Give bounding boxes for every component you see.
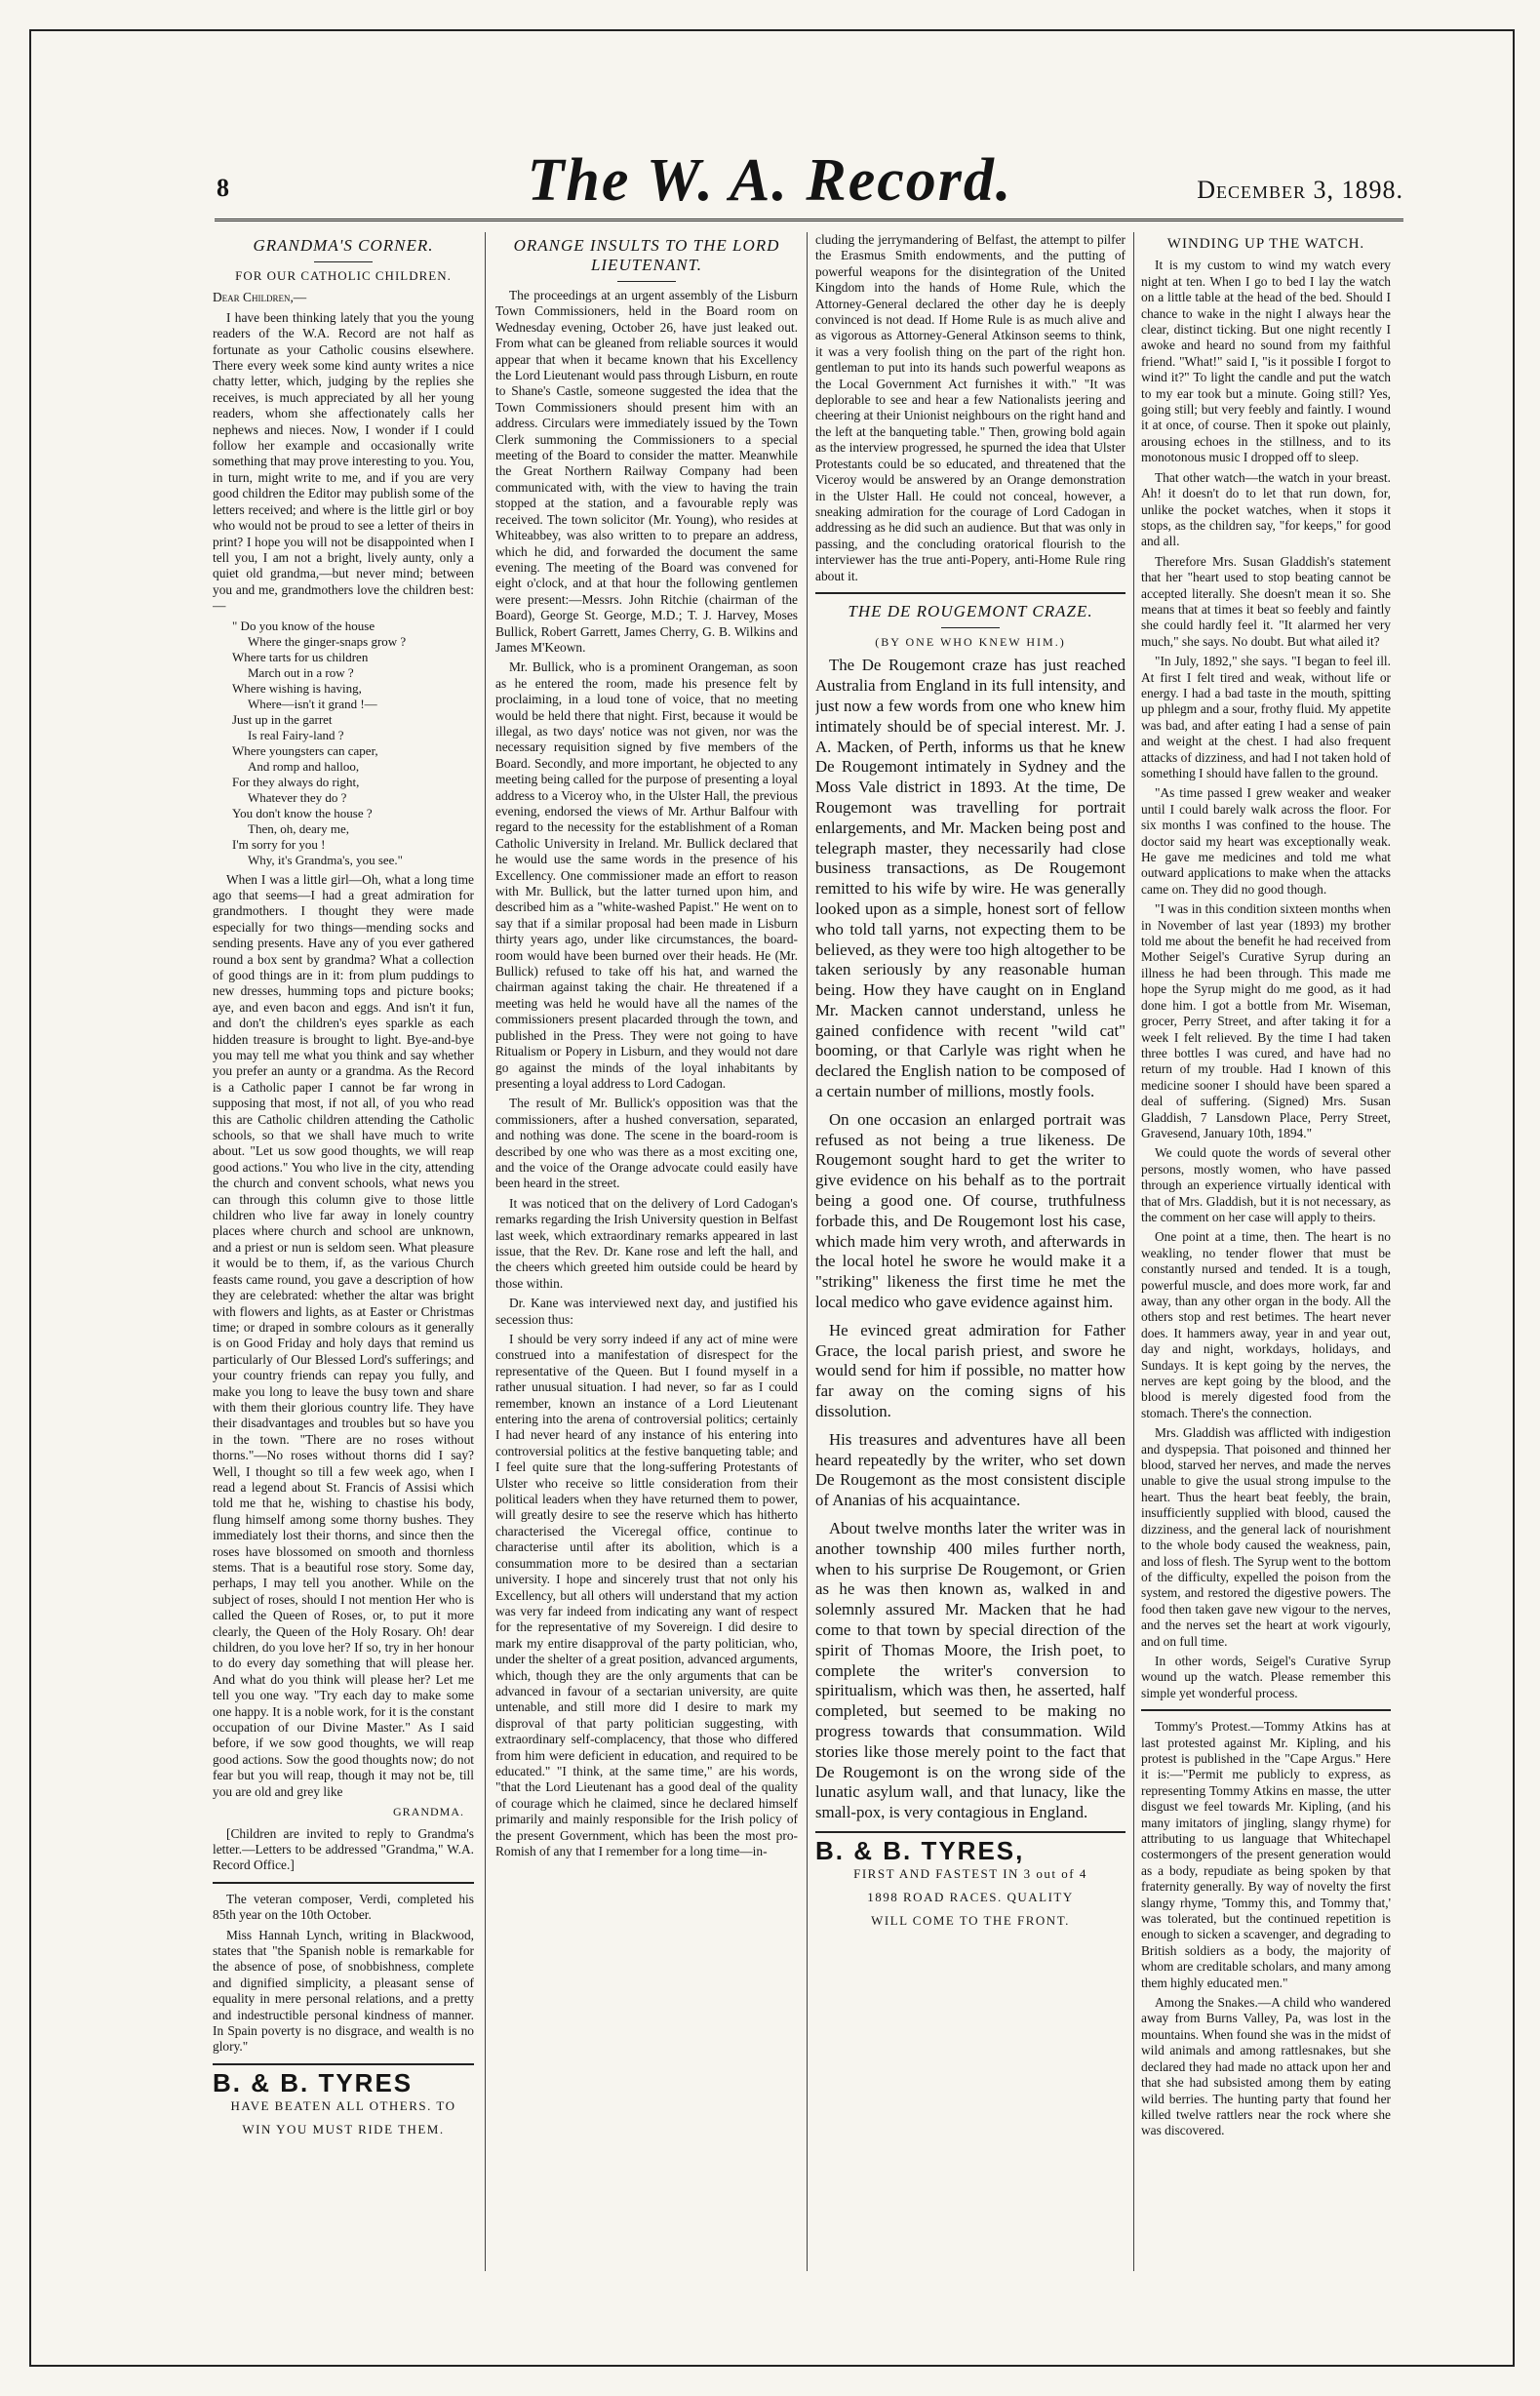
paragraph: "In July, 1892," she says. "I began to feel ill. At first I felt tired and weak, without life or energy. I had a bad taste in the mouth, spitting up phlegm and a sour, frothy fluid. My appetite was bad, and after eating I had a sense of pain and weight at the chest. I had also frequent attacks of dizziness, and had I not taken hold of something I should have fallen to the ground. [1141,654,1391,780]
paragraph: I should be very sorry indeed if any act of mine were construed into a manifestation of disrespect for the representative of the Queen. But I found myself in a rather unusual situation. I had never, so far as I could remember, known an instance of a Lord Lieutenant entering into the arena of controversial politics; certainly I had never heard of any instance of his entering into controversial politics at the festive banqueting table; and I feel quite sure that the long-suffering Protestants of Ulster who receive so little consideration from their political leaders when they have returned them to power, will greatly desire to see the reserve which has hitherto characterised the Viceregal office, continue to characterise until after its abolition, which is a consummation more to be desired than a sectarian university. I hope and sincerely trust that not only his Excellency, but all others will understand that my action was very far indeed from indicating any want of respect for the representative of my Sovereign. I did desire to mark my entire disapproval of the party politician, who, under the shelter of a great position, advanced arguments, which, though they are the only arguments that can be advanced in favour of a sectarian university, are quite untenable, and still more did I desire to mark my disproval of that party politician suggesting, with extraordinary self-complacency, that those who differed from him were deficient in education, and required to be educated." "I think, at the same time," are his words, "that the Lord Lieutenant has a good deal of the quality of courage which he claimed, since he declared himself primarily and mainly responsible for the Irish policy of the present Government, which has been the most pro-Romish of any that I remember for a long time—in- [495,1332,798,1858]
verse-line: Why, it's Grandma's, you see." [248,852,403,867]
verse-line: Just up in the garret [232,711,333,727]
verse-line: I'm sorry for you ! [232,836,326,852]
verse-line: Where tarts for us children [232,649,369,664]
divider [213,2063,474,2065]
paragraph: Among the Snakes.—A child who wandered away from Burns Valley, Pa, was lost in the mountains. When found she was in the midst of wild animals and among rattlesnakes, but she declared they had made no attack upon her and that she had subsisted among them by eating wild berries. The hunting party that found her killed twelve rattlers near the rock where she was discovered. [1141,1995,1391,2138]
paragraph: We could quote the words of several other persons, mostly women, who have passed through an experience virtually identical with that of Mrs. Gladdish, but it is not necessary, as the comment on her case will apply to theirs. [1141,1145,1391,1224]
column-winding-watch [1141,232,1391,2271]
verse-line: Then, oh, deary me, [248,820,349,836]
verse-line: And romp and halloo, [248,758,360,774]
article-heading: THE DE ROUGEMONT CRAZE. [848,601,1093,620]
verse-line: " Do you know of the house [232,618,375,633]
paragraph: Mr. Bullick, who is a prominent Orangeman, as soon as he entered the room, made his presence felt by proclaiming, in a loud tone of voice, that no meeting would be held there that night. First, because it would be illegal, as two days' notice was not given, nor was the necessary requisition signed by five members of the Board. Secondly, and more important, he objected to any meeting being called for the purpose of presenting a loyal address to a Viceroy who, in the Ulster Hall, the previous evening, endorsed the views of Mr. Arthur Balfour with regard to the necessity for the establishment of a Roman Catholic University in Ireland. Mr. Bullick declared that he would use the same words in the presence of his Excellency. One commissioner made an effort to reason with Mr. Bullick, but the latter turned upon him, and described him as a "white-washed Papist." He went on to say that if a similar proposal had been made in Lisburn thirty years ago, under like circumstances, the board-room would have been burned over their heads. He (Mr. Bullick) refused to take off his hat, and warned the chairman against taking the chair. He threatened if a meeting was held he would have all the names of the commissioners present placarded through the town, and published in the Press. They were not going to have Ritualism or Popery in Lisburn, and they would not dare go against the minds of the loyal inhabitants by presenting a loyal address to Lord Cadogan. [495,659,798,1091]
article-subheading: FOR OUR CATHOLIC CHILDREN. [235,268,452,283]
divider [314,261,373,262]
verse-line: Where the ginger-snaps grow ? [248,633,407,649]
paragraph: The result of Mr. Bullick's opposition was that the commissioners, after a hushed conversation, separated, and nothing was done. The scene in the board-room is described by one who was there as a most exciting one, and the voice of the Orange advocate could easily have been heard in the street. [495,1096,798,1191]
verse-line: Where wishing is having, [232,680,362,696]
verse-line: Is real Fairy-land ? [248,727,344,742]
divider [617,281,676,282]
article-heading: GRANDMA'S CORNER. [253,236,434,255]
paragraph: When I was a little girl—Oh, what a long time ago that seems—I had a great admiration for grandmothers. I thought they were made especially for two things—mending socks and sending presents. Have any of you ever gathered round a box sent by grandma? What a collection of good things are in it: from plum puddings to new dresses, humming tops and picture books; aye, and even bacon and eggs. And isn't it fun, and don't the children's eyes sparkle as each hidden treasure is brought to light. Bye-and-bye you may tell me what you think and say whether you prefer an aunty or a grandma. As the Record is a Catholic paper I cannot be far wrong in supposing that most, if not all, of you who read this are Catholic children attending the Catholic schools, so that we shall have much to write about. "Let us sow good thoughts, we will reap good actions." You who live in the city, attending the church and convent schools, what news you can through this column give to those little children who live far away in lonely country places where church and school are unknown, and a priest or nun is seldom seen. What pleasure it would be to them, if, as the various Church feasts came round, you gave a description of how they are celebrated: whether the altar was bright with flowers and lights, as at Easter or Christmas time; or draped in sombre colours as it generally is on Good Friday and holy days that remind us particularly of Our Blessed Lord's sufferings; and your country friends can repay you fully, and make you long to leave the busy town and share with them their glorious country life. They have their disadvantages and troubles but so have you in the town. "There are no roses without thorns."—No roses without thorns did I say? Well, I thought so till a few week ago, when I read a legend about St. Francis of Assisi which told me that he, wishing to chastise his body, flung himself among some thorny bushes. They immediately lost their thorns, and since then the roses have blossomed on smooth and thornless stems. That is a beautiful rose story. Some day, perhaps, I may tell you another. While on the subject of roses, should I not mention Her who is called the Queen of Roses, or, to put it more clearly, the Queen of the Holy Rosary. Oh! dear children, do you love her? If so, try in her honour to do every day something that will please her. And what do you think will please her? Let me tell you one way. "Try each day to make some one happy. It is a noble work, for it is the constant occupation of our Divine Master." As I said before, if we sow good thoughts, we will reap good actions. Sow the good thoughts now; do not fear but you will reap, though it may not be, till you are old and grey like [213,871,474,1799]
advert-title: B. & B. TYRES, [815,1835,1025,1865]
advert-title: B. & B. TYRES [213,2067,414,2097]
column-orange-insults [495,232,798,2271]
paragraph: In other words, Seigel's Curative Syrup wound up the watch. Please remember this simple yet wonderful process. [1141,1653,1391,1700]
article-heading: WINDING UP THE WATCH. [1166,236,1365,252]
paragraph: The De Rougemont craze has just reached Australia from England in its full intensity, and just now a few words from one who knew him intimately should be of special interest. Mr. J. A. Macken, of Perth, informs us that he knew De Rougemont intimately in Sydney and the Moss Vale district in 1893. At the time, De Rougemont was travelling for portrait enlargements, and Mr. Macken being post and telegraph master, they necessarily had close business transactions, as De Rougemont remitted to his wife by wire. He was generally looked upon as a simple, honest sort of fellow who told tall yarns, not expecting them to be believed, as they were too high altogether to be taken seriously by any reasonable human being. How they have caught on in England Mr. Macken cannot understand, unless he gained confidence with recent "wild cat" booming, or that Carlyle was right when he declared the English nation to be composed of a certain number of millions, mostly fools. [815,656,1125,1101]
column-rule [807,232,808,2271]
paragraph: Miss Hannah Lynch, writing in Blackwood, states that "the Spanish noble is remarkable for the absence of pose, of snobbishness, complete and dignified simplicity, a pleasant sense of equality in mere personal relations, and a pretty and indestructible personal kindness of manner. In Spain poverty is no disgrace, and wealth is no glory." [213,1927,474,2055]
divider [815,1831,1125,1833]
verse-line: Where—isn't it grand !— [248,696,377,711]
paragraph: His treasures and adventures have all been heard repeatedly by the writer, who set down De Rougemont as the most consistent disciple of Ananias of his acquaintance. [815,1429,1125,1510]
masthead-date: December 3, 1898. [1197,176,1403,204]
editor-note: [Children are invited to reply to Grandma's letter.—Letters to be addressed "Grandma," W.A. Record Office.] [213,1825,474,1873]
divider [815,592,1125,594]
divider [1141,1709,1391,1711]
paragraph: On one occasion an enlarged portrait was refused as not being a true likeness. De Rougemont sought hard to get the writer to give evidence on his behalf as to the portrait being a good one. Of course, truthfulness forbade this, and De Rougemont lost his case, which made him very wroth, and afterwards in the local hotel he swore he would make it a "striking" likeness the first time he met the local medico who gave evidence against him. [815,1109,1125,1312]
advert-line: 1898 ROAD RACES. QUALITY [867,1890,1074,1905]
paragraph: Dr. Kane was interviewed next day, and justified his secession thus: [495,1296,798,1327]
verse [232,619,474,868]
paragraph: "I was in this condition sixteen months when in November of last year (1893) my brother told me about the benefit he had received from Mother Seigel's Curative Syrup during an illness he had been through. This made me hope the Syrup might do me good, as it had done him. I got a bottle from Mr. Wiseman, grocer, Perry Street, and after taking it for a week I felt relieved. By the time I had taken three bottles I was cured, and have had no return of my trouble. Had I known of this medicine sooner I should have been spared a deal of suffering. (Signed) Mrs. Susan Gladdish, 7 Lansdown Place, Perry Street, Gravesend, January 10th, 1894." [1141,901,1391,1140]
verse-line: You don't know the house ? [232,805,373,820]
verse-line: Whatever they do ? [248,789,347,805]
paragraph: The proceedings at an urgent assembly of the Lisburn Town Commissioners, held in the Board room on Wednesday evening, October 26, have just leaked out. From what can be gleaned from reliable sources it would appear that when it became known that his Excellency the Lord Lieutenant would pass through Lisburn, en route to Shane's Castle, someone suggested the idea that the Town Commissioners should present him with an address. Circulars were immediately issued by the Town Clerk summoning the Commissioners to a special meeting of the Board to consider the matter. Meanwhile the Great Northern Railway Company had been communicated with, with the view to having the train stopped at the station, and a favourable reply was received. The town solicitor (Mr. Young), who resides at Whiteabbey, was also written to to prepare an address, which he did, and forwarded the document the same evening. The meeting of the Board was convened for eight o'clock, and at that hour the following gentlemen were present:—Messrs. John Ritchie (chairman of the Board), George St. George, M.D.; T. J. Harvey, Moses Bullick, Robert Garrett, James Cherry, G. B. Wilkins and James M'Keown. [495,288,798,655]
advert-line: FIRST AND FASTEST IN 3 out of 4 [853,1866,1087,1882]
verse-line: Where youngsters can caper, [232,742,378,758]
salutation: Dear Children,— [213,290,307,305]
paragraph: He evinced great admiration for Father Grace, the local parish priest, and swore he would send for him if possible, no matter how far away on the coming signs of his dissolution. [815,1320,1125,1421]
paragraph: It is my custom to wind my watch every night at ten. When I go to bed I lay the watch on a little table at the head of the bed. Should I chance to wake in the night I always hear the clear, distinct ticking. But one night recently I awoke and heard no sound from my faithful friend. "What!" said I, "is it possible I forgot to wind it?" To light the candle and put the watch to my ear took but a minute. Going still? Yes, going still; but very feebly and faintly. I wound it at once, of course. Then it spoke out plainly, arousing echoes in the stillness, and to its monotonous music I dropped off to sleep. [1141,258,1391,465]
divider [941,627,1000,628]
paragraph: cluding the jerrymandering of Belfast, the attempt to pilfer the Erasmus Smith endowments, and the putting of powerful weapons for the disintegration of the United Kingdom into the hands of Home Rule, which the Attorney-General declared the other day he is deeply convinced is not dead. If Home Rule is as much alive and as vigorous as Attorney-General Atkinson seems to think, it was a very foolish thing on the part of the right hon. gentleman to put into its hands such powerful weapons as the Local Government Act furnishes it with." "It was deplorable to see and hear a few Nationalists jeering and cheering at their Unionist neighbours on the right hand and the left at the banqueting table." Then, growing bold again as the interview progressed, he spurned the idea that Ulster Protestants could be so educated, and threatened that the Viceroy would be answered by an Orange demonstration in the Ulster Hall. He could not conceal, however, a sneaking admiration for the courage of Lord Cadogan in addressing as he did such an audience. But that was only in passing, and the concluding oratorical flourish to the interviewer has the true anti-Popery, anti-Home Rule ring about it. [815,232,1125,583]
article-heading: ORANGE INSULTS TO THE LORD LIEUTENANT. [513,236,780,274]
paragraph: About twelve months later the writer was in another township 400 miles further north, when to his surprise De Rougemont, or Grien as he was then known as, walked in and solemnly assured Mr. Macken that he had come to that town by special direction of the spirit of Thomas Moore, the Irish poet, to complete the writer's conversion to spiritualism, which was then, he asserted, half completed, but seemed to be making no progress towards that consummation. Wild stories like those merely point to the fact that De Rougemont is on the wrong side of the lunatic asylum wall, and that lunacy, like the small-pox, is very contagious in England. [815,1519,1125,1822]
verse-line: March out in a row ? [248,664,354,680]
advert-line: HAVE BEATEN ALL OTHERS. TO [230,2098,456,2114]
column-rule [1133,232,1134,2271]
paragraph: Tommy's Protest.—Tommy Atkins has at last protested against Mr. Kipling, and his protest is published in the "Cape Argus." Here it is:—"Permit me publicly to express, as representing Tommy Atkins en masse, the utter disgust we feel towards Mr. Kipling, (and his many imitators of jingling, slangy rhyme) for attributing to us language that Whitechapel costermongers of the present generation would as a body, repudiate as being spoken by that fraternity generally. By way of novelty the first slangy rhyme, 'Tommy this, and Tommy that,' was tolerated, but the continued repetition is enough to sicken a scavenger, and degrading to British soldiers as a body, the majority of whom are creditable scholars, and many among them highly educated men." [1141,1719,1391,1990]
column-de-rougemont [815,232,1125,2271]
masthead-rule [215,219,1403,224]
page-number: 8 [217,174,229,202]
divider [213,1882,474,1884]
verse-line: For they always do right, [232,774,360,789]
paragraph: The veteran composer, Verdi, completed his 85th year on the 10th October. [213,1891,474,1923]
advert-line: WILL COME TO THE FRONT. [871,1913,1070,1929]
paragraph: Mrs. Gladdish was afflicted with indigestion and dyspepsia. That poisoned and thinned her blood, starved her nerves, and made the nerves unable to give the usual strong impulse to the heart. Thus the heart beat feebly, the brain, insufficiently supplied with blood, caused the dizziness, and the general lack of nourishment to the whole body caused the weakness, pain, and loss of flesh. The Syrup went to the bottom of the difficulty, expelled the poison from the system, and restored the digestive powers. The food then taken gave new vigour to the nerves, and the nerves set the heart at work vigourly, and on full time. [1141,1425,1391,1649]
article-body [815,656,1125,1823]
paragraph: I have been thinking lately that you the young readers of the W.A. Record are not half as fortunate as your Catholic cousins elsewhere. There every week some kind aunty writes a nice chatty letter, which, judging by the replies she receives, is much appreciated by all her young readers, whom she affectionately calls her nephews and nieces. Now, I wonder if I could follow her example and occasionally write something that may prove interesting to you. You, in turn, might write to me, and if you are very good children the Editor may publish some of the letters received; and where is the little girl or boy who would not be proud to see a letter of theirs in print? I hope you will not be disappointed when I tell you, I am not a bright, lively aunty, only a quiet old grandma,—but never mind; between you and me, grandmothers love the children best:— [213,309,474,614]
advert-line: WIN YOU MUST RIDE THEM. [242,2122,445,2137]
signoff: GRANDMA. [392,1805,464,1819]
masthead-title: The W. A. Record. [527,147,1013,214]
column-grandmas-corner [213,232,474,2271]
column-rule [485,232,486,2271]
paragraph: That other watch—the watch in your breast. Ah! it doesn't do to let that run down, for, unlike the pocket watches, when it stops it stops, as the children say, "for keeps," for good and all. [1141,469,1391,549]
paragraph: It was noticed that on the delivery of Lord Cadogan's remarks regarding the Irish University question in Belfast last week, which extraordinary remarks appeared in last issue, that the Rev. Dr. Kane rose and left the hall, and the cheers which greeted him outside could be heard by those within. [495,1195,798,1291]
byline: (BY ONE WHO KNEW HIM.) [875,634,1066,649]
paragraph: "As time passed I grew weaker and weaker until I could barely walk across the floor. For six months I was confined to the house. The doctor said my heart was exceptionally weak. He gave me medicines and told me what outward applications to make when the attacks came on. They did no good though. [1141,785,1391,897]
paragraph: Therefore Mrs. Susan Gladdish's statement that her "heart used to stop beating cannot be accepted literally. She doesn't mean it so. She means that at times it beat so feebly and faintly she could hardly feel it. "It alarmed her very much," she says. No doubt. But what ailed it? [1141,553,1391,649]
paragraph: One point at a time, then. The heart is no weakling, no tender flower that must be constantly nursed and tended. It is a tough, powerful muscle, and does more work, far and away, than any other organ in the body. All the others stop and rest betimes. The heart never does. It hammers away, year in and year out, day and night, workdays, holidays, and Sundays. It is kept going by the nerves, the nerves are kept going by the blood, and the blood is merely digested food from the stomach. There's the connection. [1141,1229,1391,1420]
